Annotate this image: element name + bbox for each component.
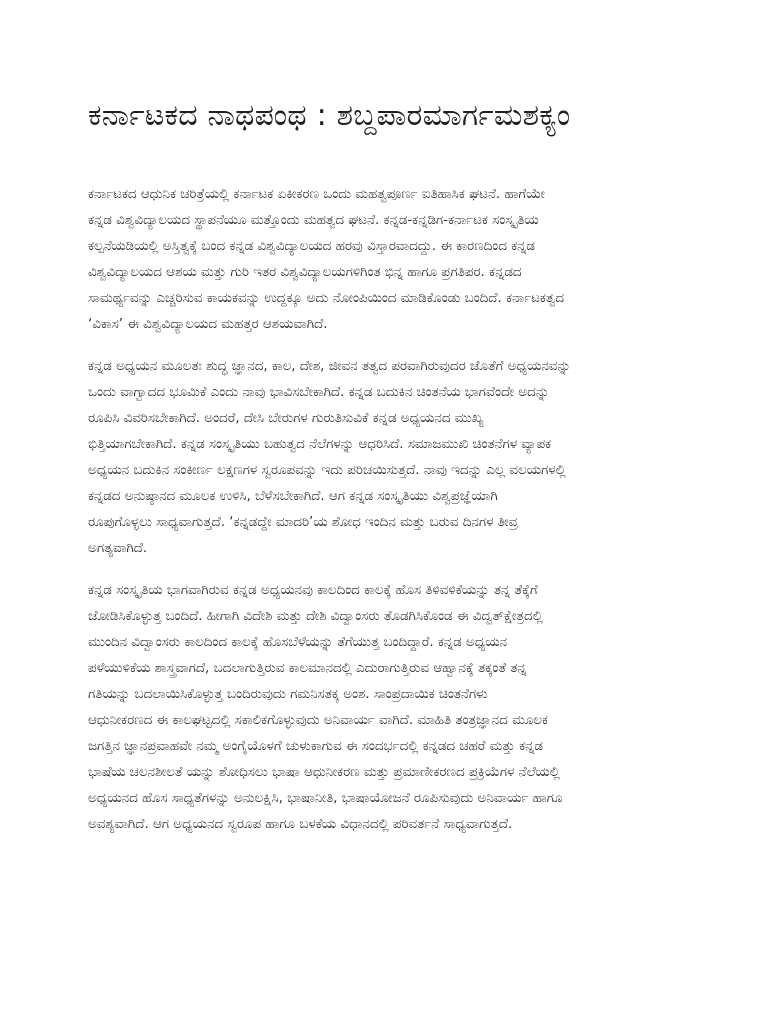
- paragraph-line: ವಿಶ್ವವಿದ್ಯಾಲಯದ ಆಶಯ ಮತ್ತು ಗುರಿ ಇತರ ವಿಶ್ವವಿದ್ಯಾಲಯಗಳಿಗಿಂತ ಭಿನ್ನ ಹಾಗೂ ಪ್ರಗತಿಪರ. ಕನ್ನಡದ: [88, 265, 522, 280]
- paragraph-line: ಭಾಷೆಯ ಚಲನಶೀಲತೆ ಯನ್ನು ಶೋಧಿಸಲು ಭಾಷಾ ಆಧುನೀಕರಣ ಮತ್ತು ಪ್ರಮಾಣೀಕರಣದ ಪ್ರಕ್ರಿಯೆಗಳ ನೆಲೆಯಲ್ಲಿ: [88, 765, 560, 780]
- paragraph-line: ಗತಿಯನ್ನು ಬದಲಾಯಿಸಿಕೊಳ್ಳುತ್ತ ಬಂದಿರುವುದು ಗಮನಿಸತಕ್ಕ ಅಂಶ. ಸಾಂಪ್ರದಾಯಿಕ ಚಿಂತನೆಗಳು: [88, 687, 488, 702]
- paragraph-line: ‘ವಿಕಾಸ’ ಈ ವಿಶ್ವವಿದ್ಯಾಲಯದ ಮಹತ್ತರ ಆಶಯವಾಗಿದೆ.: [88, 317, 328, 332]
- document-title: ಕರ್ನಾಟಕದ ನಾಥಪಂಥ : ಶಬ್ದಪಾರಮಾರ್ಗಮಶಕ್ಯಂ: [88, 98, 571, 133]
- paragraph-line: ಜೋಡಿಸಿಕೊಳ್ಳುತ್ತ ಬಂದಿದೆ. ಹೀಗಾಗಿ ವಿದೇಶಿ ಮತ್ತು ದೇಶಿ ವಿದ್ವಾಂಸರು ತೊಡಗಿಸಿಕೊಂಡ ಈ ವಿದ್ವತ್‌ಕ್ಷೇತ್ರದಲ್ಲಿ: [88, 609, 543, 624]
- paragraph-line: ರೂಪಿಸಿ ವಿವರಿಸಬೇಕಾಗಿದೆ. ಅಂದರೆ, ದೇಸಿ ಬೇರುಗಳ ಗುರುತಿಸುವಿಕೆ ಕನ್ನಡ ಅಧ್ಯಯನದ ಮುಖ್ಯ: [88, 411, 484, 426]
- paragraph-line: ಅವಶ್ಯವಾಗಿದೆ. ಆಗ ಅಧ್ಯಯನದ ಸ್ವರೂಪ ಹಾಗೂ ಬಳಕೆಯ ವಿಧಾನದಲ್ಲಿ ಪರಿವರ್ತನೆ ಸಾಧ್ಯವಾಗುತ್ತದೆ.: [88, 817, 513, 832]
- paragraph-line: ಒಂದು ವಾಗ್ವಾದದ ಭೂಮಿಕೆ ಎಂದು ನಾವು ಭಾವಿಸಬೇಕಾಗಿದೆ. ಕನ್ನಡ ಬದುಕಿನ ಚಿಂತನೆಯ ಭಾಗವೆಂದೇ ಅದನ್ನು: [88, 385, 550, 400]
- paragraph-line: ಭಿತ್ತಿಯಾಗಬೇಕಾಗಿದೆ. ಕನ್ನಡ ಸಂಸ್ಕೃತಿಯು ಬಹುತ್ವದ ನೆಲೆಗಳನ್ನು ಆಧರಿಸಿದೆ. ಸಮಾಜಮುಖಿ ಚಿಂತನೆಗಳ ವ್ಯಾಪಕ: [88, 437, 552, 452]
- paragraph-line: ಕನ್ನಡ ಸಂಸ್ಕೃತಿಯ ಭಾಗವಾಗಿರುವ ಕನ್ನಡ ಅಧ್ಯಯನವು ಕಾಲದಿಂದ ಕಾಲಕ್ಕೆ ಹೊಸ ತಿಳಿವಳಿಕೆಯನ್ನು ತನ್ನ ತೆಕ್ಕೆಗೆ: [88, 583, 538, 598]
- paragraph-line: ಕನ್ನಡ ಅಧ್ಯಯನ ಮೂಲತಃ ಶುದ್ಧ ಜ್ಞಾನದ, ಕಾಲ, ದೇಶ, ಜೀವನ ತತ್ವದ ಪರವಾಗಿರುವುದರ ಜೊತೆಗೆ ಅಧ್ಯಯನವನ್ನು: [88, 359, 571, 374]
- paragraph-line: ಪಳೆಯುಳಿಕೆಯ ಶಾಸ್ತ್ರವಾಗದೆ, ಬದಲಾಗುತ್ತಿರುವ ಕಾಲಮಾನದಲ್ಲಿ ಎದುರಾಗುತ್ತಿರುವ ಆಹ್ವಾನಕ್ಕೆ ತಕ್ಕಂತೆ ತನ್ನ: [88, 661, 527, 676]
- paragraph-line: ಕನ್ನಡದ ಅನುಷ್ಠಾನದ ಮೂಲಕ ಉಳಿಸಿ, ಬೆಳೆಸಬೇಕಾಗಿದೆ. ಆಗ ಕನ್ನಡ ಸಂಸ್ಕೃತಿಯು ವಿಶ್ವಪ್ರಜ್ಞೆಯಾಗಿ: [88, 489, 498, 504]
- paragraph-3: [88, 578, 682, 838]
- paragraph-line: ಅಧ್ಯಯನ ಬದುಕಿನ ಸಂಕೀರ್ಣ ಲಕ್ಷಣಗಳ ಸ್ವರೂಪವನ್ನು ಇದು ಪರಿಚಯಿಸುತ್ತದೆ. ನಾವು ಇದನ್ನು ಎಲ್ಲ ವಲಯಗಳಲ್ಲಿ: [88, 463, 566, 478]
- paragraph-line: ರೂಪುಗೊಳ್ಳಲು ಸಾಧ್ಯವಾಗುತ್ತದೆ. ‘ಕನ್ನಡದ್ದೇ ಮಾದರಿ’ಯ ಶೋಧ ಇಂದಿನ ಮತ್ತು ಬರುವ ದಿನಗಳ ತೀವ್ರ: [88, 515, 518, 530]
- paragraph-line: ಜಗತ್ತಿನ ಜ್ಞಾನಪ್ರವಾಹವೇ ನಮ್ಮ ಅಂಗೈಯೊಳಗೆ ಚುಳುಕಾಗುವ ಈ ಸಂದರ್ಭದಲ್ಲಿ ಕನ್ನಡದ ಚಹರೆ ಮತ್ತು ಕನ್ನಡ: [88, 739, 543, 754]
- paragraph-line: ಕನ್ನಡ ವಿಶ್ವವಿದ್ಯಾಲಯದ ಸ್ಥಾಪನೆಯೂ ಮತ್ತೊಂದು ಮಹತ್ವದ ಘಟನೆ. ಕನ್ನಡ-ಕನ್ನಡಿಗ-ಕರ್ನಾಟಕ ಸಂಸ್ಕೃತಿಯ: [88, 213, 539, 228]
- paragraph-line: ಸಾಮರ್ಥ್ಯವನ್ನು ಎಚ್ಚರಿಸುವ ಕಾಯಕವನ್ನು ಉದ್ದಕ್ಕೂ ಅದು ನೋಂಪಿಯಿಂದ ಮಾಡಿಕೊಂಡು ಬಂದಿದೆ. ಕರ್ನಾಟಕತ್ವದ: [88, 291, 565, 306]
- paragraph-line: ಕರ್ನಾಟಕದ ಆಧುನಿಕ ಚರಿತ್ರೆಯಲ್ಲಿ ಕರ್ನಾಟಕ ಏಕೀಕರಣ ಒಂದು ಮಹತ್ವಪೂರ್ಣ ಐತಿಹಾಸಿಕ ಘಟನೆ. ಹಾಗೆಯೇ: [88, 187, 545, 202]
- paragraph-line: ಮುಂದಿನ ವಿದ್ವಾಂಸರು ಕಾಲದಿಂದ ಕಾಲಕ್ಕೆ ಹೊಸಬೆಳೆಯನ್ನು ತೆಗೆಯುತ್ತ ಬಂದಿದ್ದಾರೆ. ಕನ್ನಡ ಅಧ್ಯಯನ: [88, 635, 508, 650]
- paragraph-line: ಆಧುನೀಕರಣದ ಈ ಕಾಲಘಟ್ಟದಲ್ಲಿ ಸಕಾಲಿಕಗೊಳ್ಳುವುದು ಅನಿವಾರ್ಯ ವಾಗಿದೆ. ಮಾಹಿತಿ ತಂತ್ರಜ್ಞಾನದ ಮೂಲಕ: [88, 713, 548, 728]
- paragraph-line: ಅಗತ್ಯವಾಗಿದೆ.: [88, 541, 148, 556]
- paragraph-line: ಕಲ್ಪನೆಯಡಿಯಲ್ಲಿ ಅಸ್ತಿತ್ವಕ್ಕೆ ಬಂದ ಕನ್ನಡ ವಿಶ್ವವಿದ್ಯಾಲಯದ ಹರವು ವಿಸ್ತಾರವಾದದ್ದು. ಈ ಕಾರಣದಿಂದ ಕನ್ನಡ: [88, 239, 535, 254]
- paragraph-1: [88, 182, 682, 338]
- paragraph-2: [88, 354, 682, 562]
- paragraph-line: ಅಧ್ಯಯನದ ಹೊಸ ಸಾಧ್ಯತೆಗಳನ್ನು ಅನುಲಕ್ಷಿಸಿ, ಭಾಷಾನೀತಿ, ಭಾಷಾಯೋಜನೆ ರೂಪಿಸುವುದು ಅನಿವಾರ್ಯ ಹಾಗೂ: [88, 791, 563, 806]
